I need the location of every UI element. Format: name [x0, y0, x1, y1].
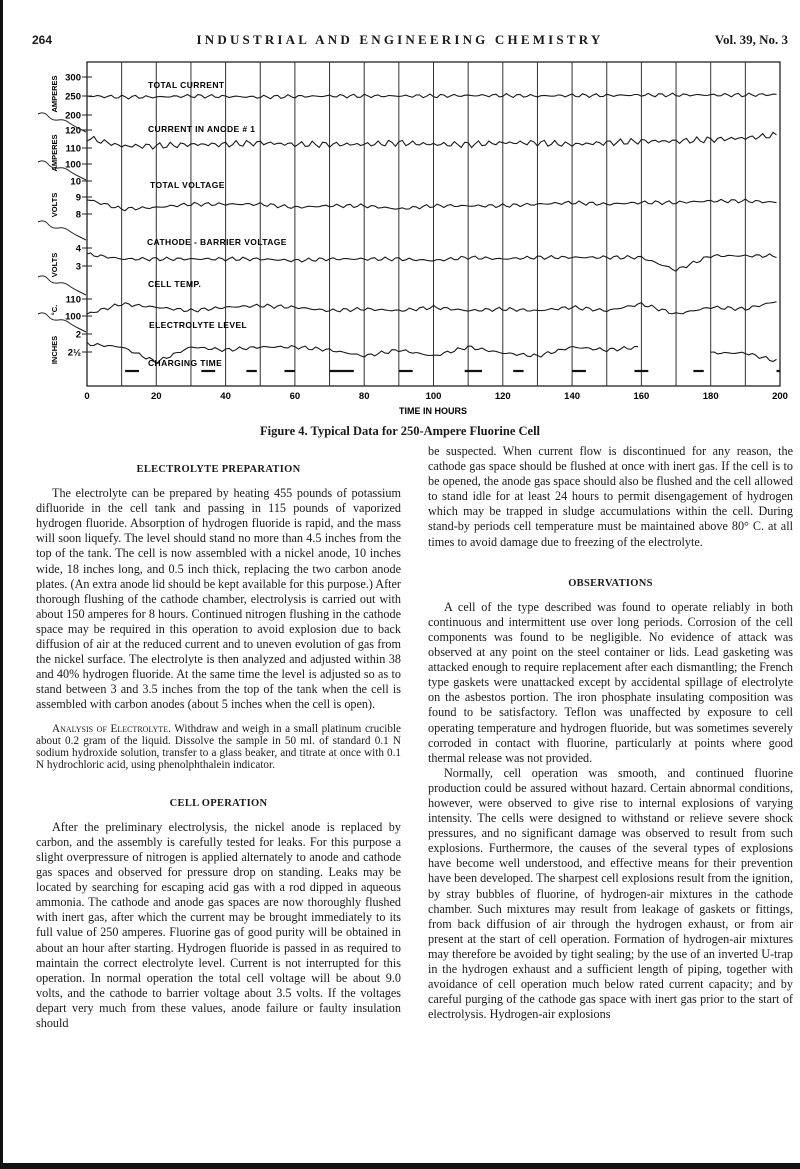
journal-title: INDUSTRIAL AND ENGINEERING CHEMISTRY [196, 32, 604, 47]
svg-text:60: 60 [289, 391, 301, 402]
trace-labels [147, 80, 287, 368]
svg-text:AMPERES: AMPERES [50, 134, 59, 172]
svg-text:100: 100 [65, 159, 81, 171]
y-axes [38, 73, 92, 365]
svg-text:TOTAL VOLTAGE: TOTAL VOLTAGE [150, 180, 225, 190]
svg-text:110: 110 [65, 143, 81, 155]
trace-line [87, 199, 777, 211]
trace-line [87, 132, 777, 149]
svg-text:80: 80 [358, 391, 370, 402]
svg-text:ELECTROLYTE LEVEL: ELECTROLYTE LEVEL [149, 320, 248, 330]
svg-text:8: 8 [75, 209, 81, 221]
svg-text:AMPERES: AMPERES [50, 75, 59, 113]
svg-text:120: 120 [65, 125, 81, 137]
svg-text:120: 120 [494, 391, 511, 402]
svg-text:TOTAL CURRENT: TOTAL CURRENT [148, 80, 225, 90]
paragraph: Normally, cell operation was smooth, and continued fluorine production could be assured without hazard. Certain abnormal conditions, however, were observed to give rise to internal explosions of varying intensity. The cells were designed to withstand or relieve severe shock pressures, and no significant damage was observed to result from such explosions. Furthermore, the causes of the several types of explosions have become well understood, and effective means for their prevention have been developed. The sharpest cell explosions result from the ignition, by stray bubbles of fluorine, of hydrogen-air mixtures in the cathode chamber. Such mixtures may result from leakage of gaskets or fittings, from back diffusion of air through the hydrogen exhaust, or from air present at the start of cell operation. Formation of hydrogen-air mixtures may therefore be avoided by tight sealing; by the use of an inverted U-trap in the hydrogen exhaust and a sufficient length of piping, together with avoidance of cell operation much below rated current capacity; and by careful purging of the cathode gas space with inert gas prior to the start of electrolysis. Hydrogen-air explosions [428, 765, 793, 1022]
svg-text:VOLTS: VOLTS [50, 192, 59, 218]
svg-text:VOLTS: VOLTS [50, 252, 59, 278]
analysis-text: Withdraw and weigh in a small platinum crucible about 0.2 gram of the liquid. Dissolve the sample in 50 ml. of standard 0.1 N sodium hydroxide solution, transfer to a glass beaker, and titrate at once with 0.1 N hydrochloric acid, using phenolphthalein indicator. [36, 722, 401, 772]
section-title-cell-operation: CELL OPERATION [169, 797, 268, 809]
x-axis-label: TIME IN HOURS [398, 406, 468, 416]
section-title-observations: OBSERVATIONS [568, 577, 653, 589]
chart-grid [87, 62, 780, 386]
page-header [0, 30, 800, 50]
volume-issue: Vol. 39, No. 3 [714, 32, 788, 47]
svg-text:200: 200 [772, 391, 788, 402]
paragraph-continued: be suspected. When current flow is discontinued for any reason, the cathode gas space should be flushed at once with inert gas. If the cell is to be opened, the anode gas space should also be flushed and the cell allowed to stand idle for at least 24 hours to permit disengagement of hydrogen which may be trapped in sludge accumulations within the cell. During stand-by periods cell temperature must be maintained above 80° C. at all times to avoid damage due to freezing of the electrolyte. [428, 444, 793, 549]
svg-text:10: 10 [70, 176, 81, 188]
svg-text:100: 100 [65, 311, 81, 323]
trace-line [87, 93, 777, 99]
analysis-paragraph [36, 723, 401, 772]
svg-text:300: 300 [65, 72, 81, 84]
figure-caption: Figure 4. Typical Data for 250-Ampere Fluorine Cell [259, 424, 541, 438]
svg-text:140: 140 [564, 391, 581, 402]
svg-text:20: 20 [151, 391, 162, 402]
svg-text:180: 180 [702, 391, 719, 402]
x-axis-ticks [84, 391, 788, 402]
svg-text:40: 40 [220, 391, 231, 402]
svg-text:CHARGING TIME: CHARGING TIME [148, 358, 223, 368]
svg-text:4: 4 [75, 243, 81, 255]
svg-text:°C.: °C. [50, 304, 59, 316]
figure-4 [0, 60, 800, 440]
paragraph: A cell of the type described was found to operate reliably in both continuous and intermittent use over long periods. Corrosion of the cell components was found to be negligible. No evidence of attack was observed at any point on the steel container or lids. Lead gasketing was attacked enough to require replacement after each dismantling; the French type gaskets were unattacked except by accidental spillage of electrolyte on the asbestos portion. The iron phosphate insulating composition was found to be satisfactory. Teflon was unaffected by exposure to cell operating temperature and hydrogen fluoride, but was sometimes severely corroded in contact with fluorine, particularly at points where good thermal release was not provided. [428, 599, 793, 765]
run-in-heading: Analysis of Electrolyte. [52, 722, 171, 735]
paragraph: After the preliminary electrolysis, the nickel anode is replaced by carbon, and the assembly is carefully tested for leaks. For this purpose a slight overpressure of nitrogen is applied alternately to anode and cathode gas spaces and observed for pressure drop on standing. Leaks may be located by searching for escaping acid gas with a rod dipped in aqueous ammonia. The cathode and anode gas spaces are now thoroughly flushed with inert gas, after which the current may be brought immediately to its full value of 250 amperes. Fluorine gas of good purity will be obtained in about an hour after starting. Hydrogen fluoride is passed in as required to maintain the correct electrolyte level. Current is not interrupted for this operation. In normal operation the total cell voltage will be about 9.0 volts, and the cathode to barrier voltage about 3.5 volts. If the voltages depart very much from these values, anode failure or faulty insulation should [36, 819, 401, 1030]
svg-text:3: 3 [75, 261, 81, 273]
svg-text:CELL TEMP.: CELL TEMP. [148, 279, 202, 289]
svg-text:160: 160 [633, 391, 650, 402]
right-column [428, 444, 793, 1022]
scan-bottom-edge [0, 1163, 800, 1169]
svg-text:2½: 2½ [67, 347, 81, 359]
svg-text:INCHES: INCHES [50, 335, 59, 365]
left-column [36, 462, 401, 1031]
svg-text:9: 9 [75, 192, 81, 204]
svg-text:110: 110 [65, 294, 81, 306]
svg-text:CURRENT IN ANODE # 1: CURRENT IN ANODE # 1 [148, 124, 256, 134]
svg-text:250: 250 [65, 91, 81, 103]
trace-line [87, 253, 777, 271]
page-number: 264 [32, 33, 53, 47]
section-title-electrolyte-preparation: ELECTROLYTE PREPARATION [136, 464, 301, 475]
paragraph: The electrolyte can be prepared by heating 455 pounds of potassium difluoride in the cell tank and passing in 115 pounds of vaporized hydrogen fluoride. Absorption of hydrogen fluoride is rapid, and the mass will soon liquefy. The level should stand no more than 4.5 inches from the top of the tank. The cell is now assembled with a nickel anode, 10 inches wide, 18 inches long, and 0.5 inch thick, replacing the two carbon anode plates. (An extra anode lid should be kept available for this purpose.) After thorough flushing of the cathode chamber, electrolysis is carried out with about 150 amperes for 8 hours. Continued nitrogen flushing in the cathode space may be required in this operation to avoid explosion due to back diffusion of air at the reduced current and to uneven evolution of gas from the nickel surface. The electrolyte is then analyzed and adjusted within 38 and 40% hydrogen fluoride. At the same time the level is adjusted so as to stand between 3 and 3.5 inches from the top of the tank when the cell is assembled with carbon anodes (about 5 inches when the cell is open). [36, 486, 401, 712]
trace-line [87, 302, 777, 314]
svg-text:100: 100 [425, 391, 442, 402]
svg-text:0: 0 [84, 391, 90, 402]
svg-text:2: 2 [75, 329, 81, 341]
svg-text:CATHODE - BARRIER VOLTAGE: CATHODE - BARRIER VOLTAGE [147, 237, 287, 247]
multi-trace-chart [0, 60, 800, 420]
svg-text:200: 200 [65, 110, 81, 122]
